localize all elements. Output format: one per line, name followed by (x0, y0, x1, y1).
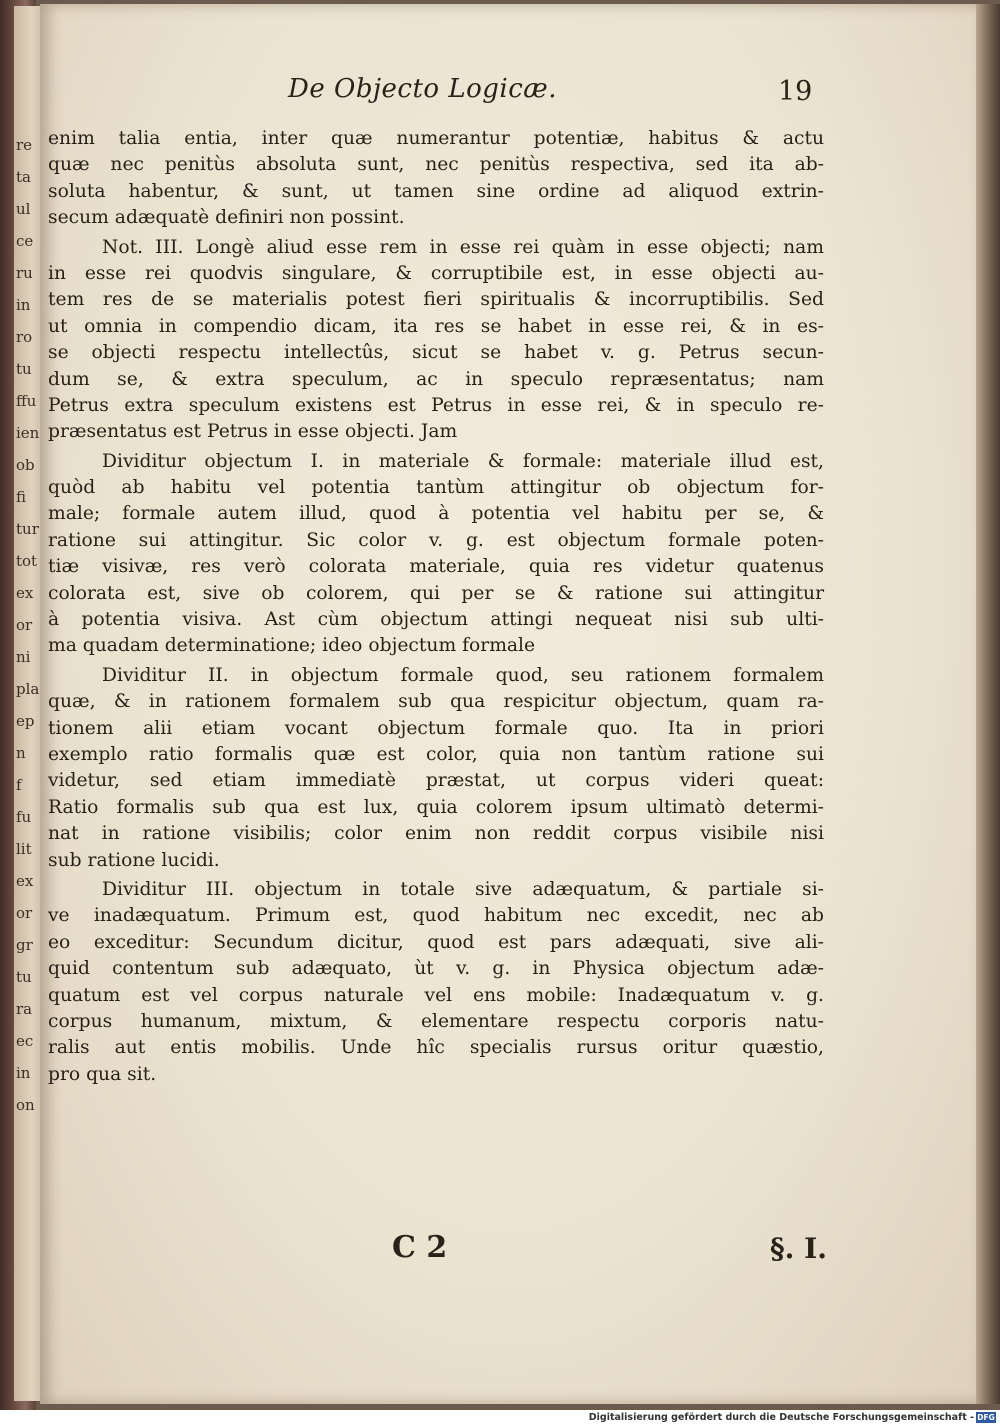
text-line: nat in ratione visibilis; color enim non reddit corpus visibile nisi (48, 823, 824, 845)
text-line: quatum est vel corpus naturale vel ens mobile: Inadæquatum v. g. (48, 984, 824, 1006)
text-line: ut omnia in compendio dicam, ita res se habet in esse rei, & in es- (48, 315, 824, 337)
previous-page-fragment: in (16, 296, 31, 314)
previous-page-fragment: pla (16, 680, 40, 698)
previous-page-fragment: ul (16, 200, 31, 218)
dfg-logo: DFG (977, 1413, 995, 1422)
previous-page-fragment: re (16, 136, 33, 154)
text-line: pro qua sit. (48, 1063, 157, 1085)
previous-page-fragment: n (16, 744, 26, 762)
page-number: 19 (778, 76, 813, 107)
previous-page-fragment: tu (16, 360, 32, 378)
previous-page-fragment: ob (16, 456, 35, 474)
signature-mark: C 2 (392, 1230, 448, 1265)
text-line: Dividitur II. in objectum formale quod, seu rationem formalem (102, 664, 824, 686)
previous-page-fragment: ex (16, 584, 34, 602)
text-line: Dividitur objectum I. in materiale & formale: materiale illud est, (102, 450, 824, 472)
text-line: quæ nec penitùs absoluta sunt, nec penitùs respectiva, sed ita ab- (48, 154, 824, 176)
text-line: dum se, & extra speculum, ac in speculo repræsentatus; nam (48, 368, 824, 390)
previous-page-fragment: in (16, 1064, 31, 1082)
previous-page-fragment: fi (16, 488, 27, 506)
text-line: soluta habentur, & sunt, ut tamen sine ordine ad aliquod extrin- (48, 180, 824, 202)
text-line: quid contentum sub adæquato, ùt v. g. in Physica objectum adæ- (48, 958, 824, 980)
footer-bar (0, 1410, 1000, 1425)
text-line: Ratio formalis sub qua est lux, quia colorem ipsum ultimatò determi- (48, 796, 824, 818)
text-line: Dividitur III. objectum in totale sive adæquatum, & partiale si- (102, 878, 824, 900)
page-edge-right (976, 4, 1000, 1404)
body-text (48, 126, 824, 1088)
text-line: Not. III. Longè aliud esse rem in esse rei quàm in esse objecti; nam (102, 236, 824, 258)
text-line: exemplo ratio formalis quæ est color, quia non tantùm ratione sui (48, 743, 824, 765)
previous-page-fragment: gr (16, 936, 33, 954)
previous-page-fragment: f (16, 776, 22, 794)
text-line: corpus humanum, mixtum, & elementare respectu corporis natu- (48, 1010, 824, 1032)
previous-page-fragment: fu (16, 808, 32, 826)
previous-page-fragment: ep (16, 712, 35, 730)
previous-page-fragment: or (16, 904, 33, 922)
text-line: in esse rei quodvis singulare, & corruptibile est, in esse objecti au- (48, 262, 824, 284)
previous-page-fragment: ien (16, 424, 40, 442)
text-line: Petrus extra speculum existens est Petrus in esse rei, & in speculo re- (48, 394, 824, 416)
text-line: male; formale autem illud, quod à potentia vel habitu per se, & (48, 503, 824, 525)
text-line: enim talia entia, inter quæ numerantur potentiæ, habitus & actu (48, 128, 824, 149)
text-line: à potentia visiva. Ast cùm objectum attingi nequeat nisi sub ulti- (48, 609, 824, 631)
text-line: præsentatus est Petrus in esse objecti. Jam (48, 421, 458, 443)
previous-page-fragment: on (16, 1096, 35, 1114)
previous-page-fragment: tot (16, 552, 38, 570)
catchword: §. I. (770, 1232, 827, 1265)
text-line: quæ, & in rationem formalem sub qua respicitur objectum, quam ra- (48, 691, 824, 713)
text-line: tionem alii etiam vocant objectum formale quo. Ita in priori (48, 717, 824, 739)
previous-page-fragment: tu (16, 968, 32, 986)
previous-page-fragment: ex (16, 872, 34, 890)
previous-page-fragment: ni (16, 648, 31, 666)
text-line: videtur, sed etiam immediatè præstat, ut corpus videri queat: (48, 770, 824, 792)
text-line: ralis aut entis mobilis. Unde hîc specialis rursus oritur quæstio, (48, 1037, 824, 1059)
previous-page-fragment: ro (16, 328, 33, 346)
text-line: colorata est, sive ob colorem, qui per se & ratione sui attingitur (48, 582, 824, 604)
funding-credit: Digitalisierung gefördert durch die Deutsche Forschungsgemeinschaft - (588, 1412, 974, 1423)
text-line: se objecti respectu intellectûs, sicut se habet v. g. Petrus secun- (48, 342, 824, 364)
previous-page-fragment: ta (16, 168, 31, 186)
previous-page-fragment: ce (16, 232, 34, 250)
running-head: De Objecto Logicæ. (288, 74, 557, 104)
text-line: eo exceditur: Secundum dicitur, quod est pars adæquati, sive ali- (48, 931, 824, 953)
text-line: ma quadam determinatione; ideo objectum formale (48, 635, 536, 657)
previous-page-fragment: ru (16, 264, 33, 282)
previous-page-fragment: ra (16, 1000, 33, 1018)
text-line: ratione sui attingitur. Sic color v. g. est objectum formale poten- (48, 529, 824, 551)
text-line: tiæ visivæ, res verò colorata materiale, quia res videtur quatenus (48, 556, 824, 578)
previous-page-fragment: lit (16, 840, 32, 858)
text-line: quòd ab habitu vel potentia tantùm attingitur ob objectum for- (48, 477, 824, 499)
text-line: tem res de se materialis potest fieri spiritualis & incorruptibilis. Sed (48, 289, 824, 311)
text-line: sub ratione lucidi. (48, 849, 220, 871)
text-line: secum adæquatè definiri non possint. (48, 207, 405, 229)
previous-page-fragment: or (16, 616, 33, 634)
text-line: ve inadæquatum. Primum est, quod habitum nec excedit, nec ab (48, 905, 824, 927)
previous-page-fragment: ffu (16, 392, 37, 410)
previous-page-fragment: tur (16, 520, 39, 538)
previous-page-fragment: ec (16, 1032, 34, 1050)
